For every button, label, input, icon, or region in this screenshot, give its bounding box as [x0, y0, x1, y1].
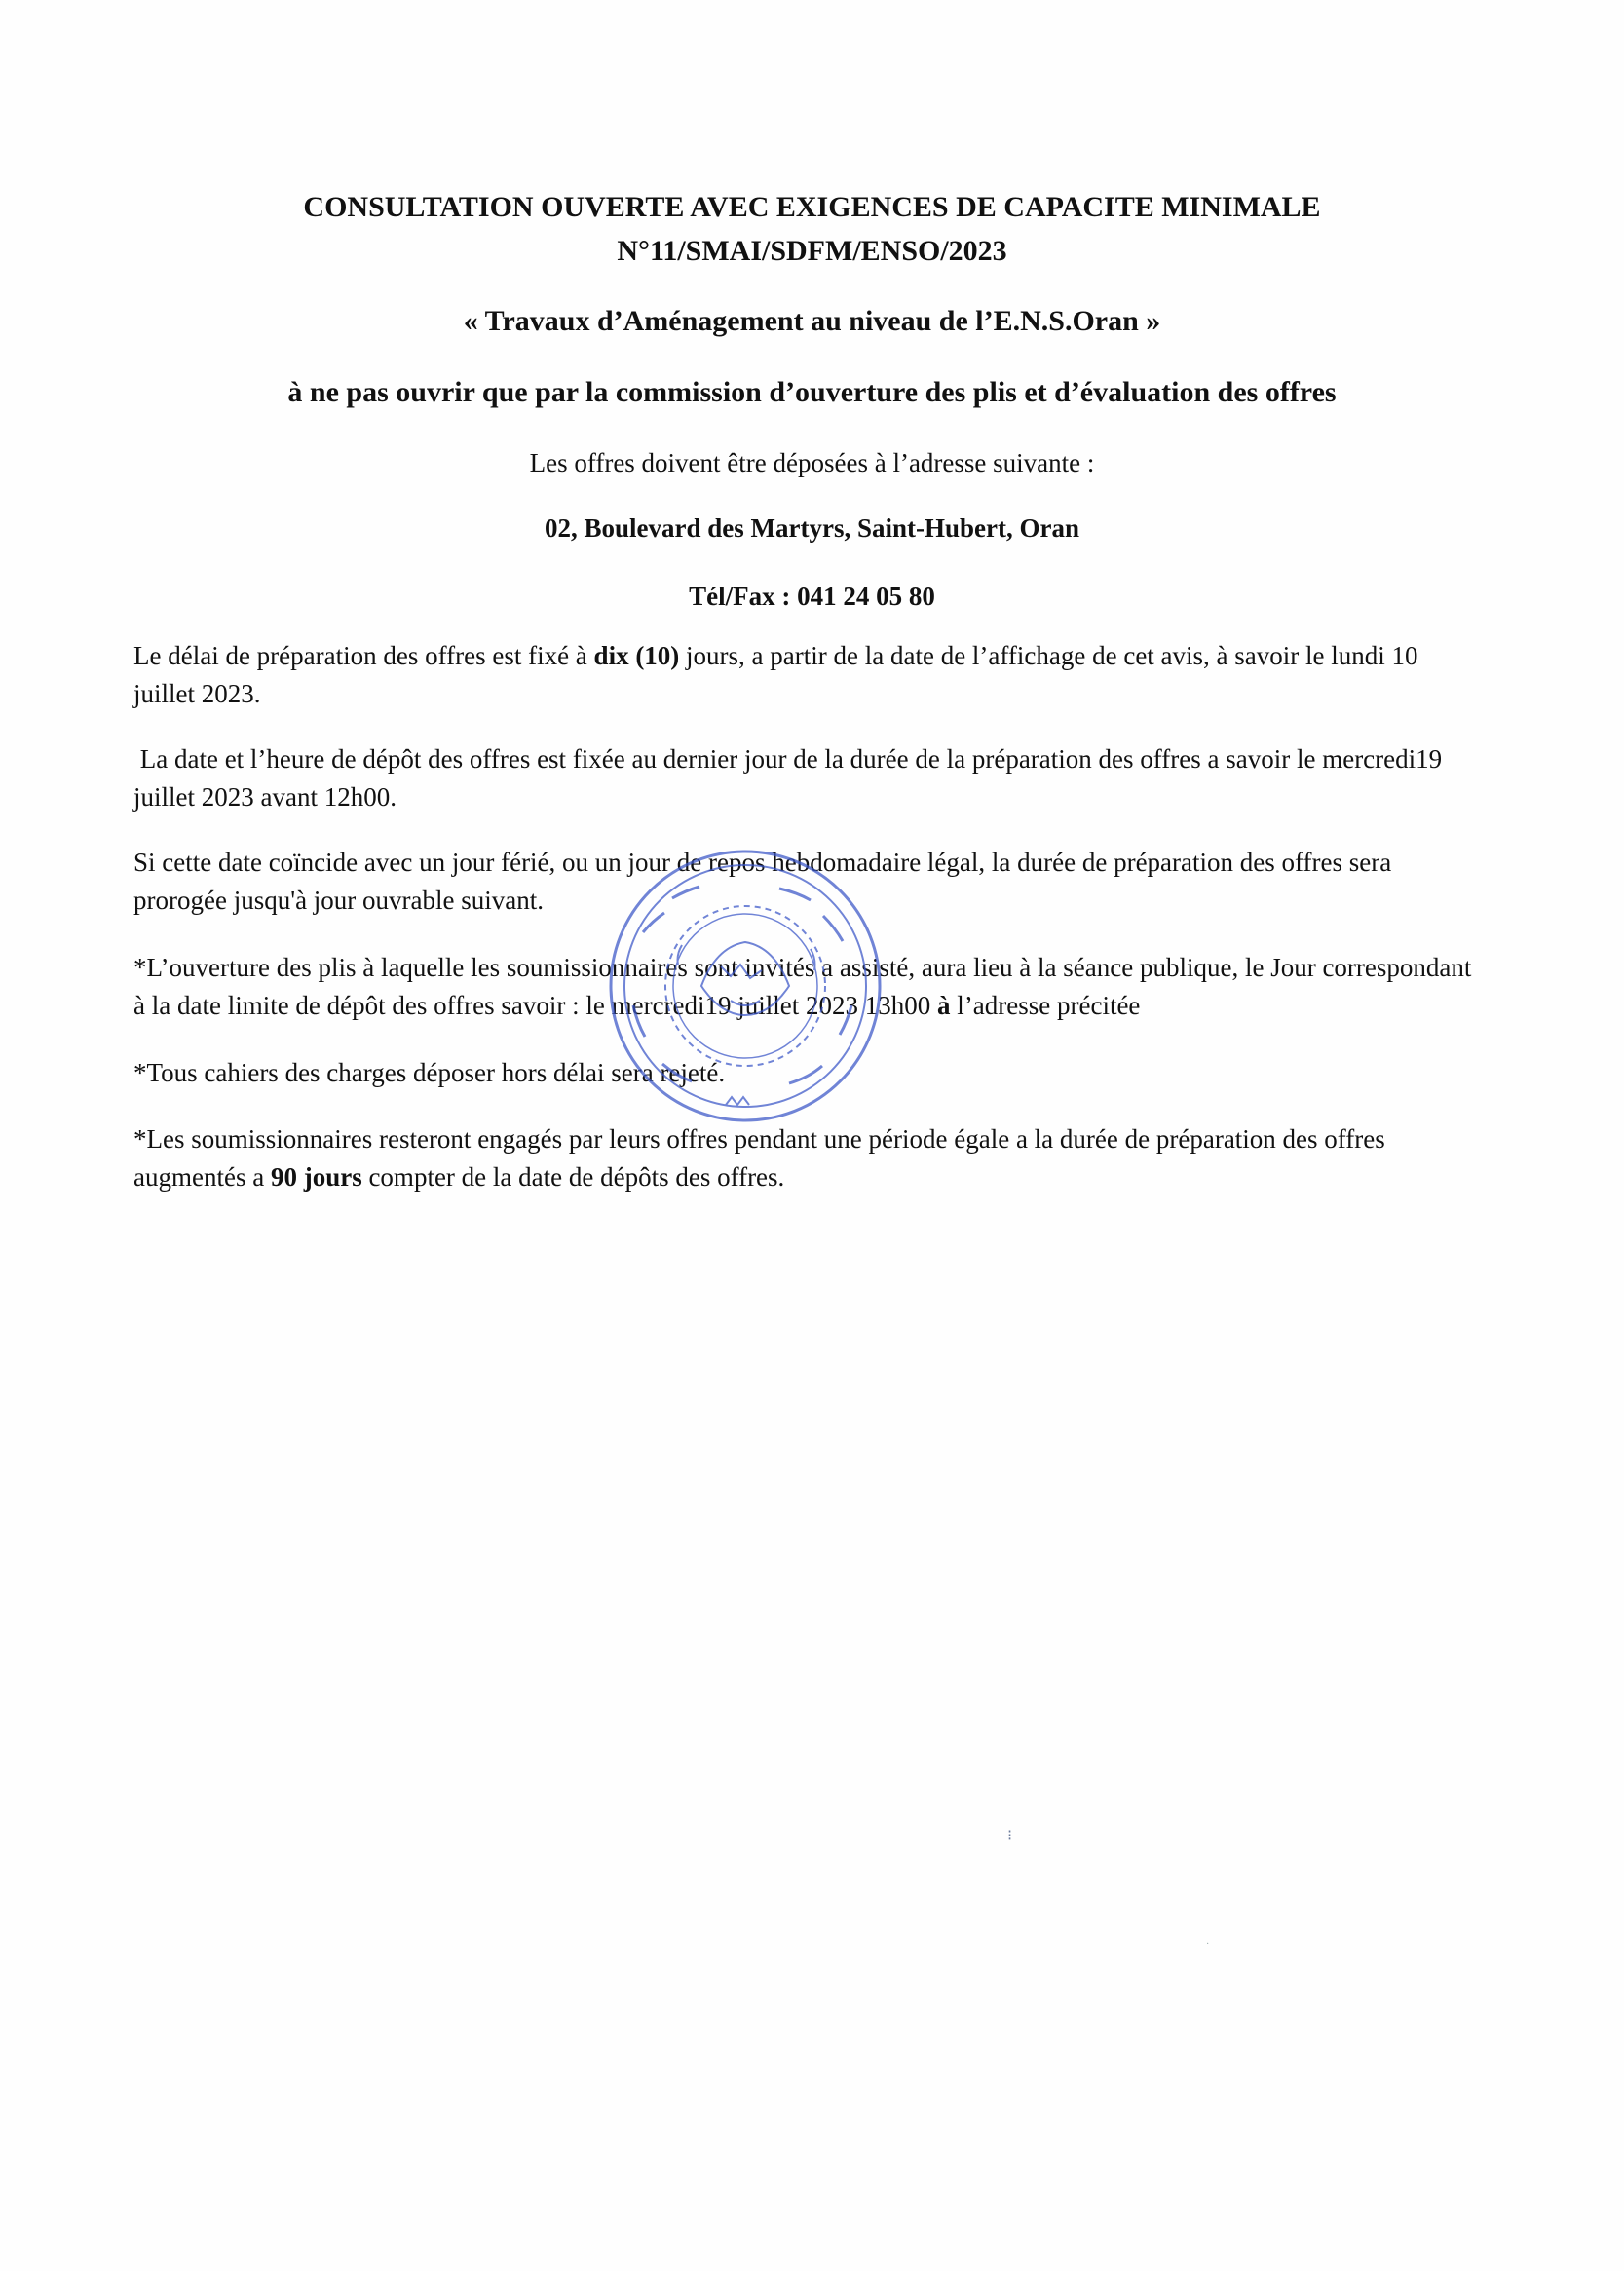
p6-text-b: compter de la date de dépôts des offres. [361, 1162, 785, 1192]
phone-fax: Tél/Fax : 041 24 05 80 [689, 582, 935, 611]
p4-text-b: l’adresse précitée [950, 991, 1141, 1020]
p1-text-b: jours, a partir de la date de l’affichage de cet avis, à savoir le lundi 10 juillet 2023. [133, 641, 1418, 708]
address-intro: Les offres doivent être déposées à l’adresse suivante : [529, 448, 1095, 477]
address: 02, Boulevard des Martyrs, Saint-Hubert, Oran [545, 513, 1079, 543]
preparation-delay-paragraph [133, 637, 1478, 713]
p1-bold: dix (10) [593, 641, 680, 670]
reference-number: N°11/SMAI/SDFM/ENSO/2023 [617, 235, 1007, 267]
p2-text: La date et l’heure de dépôt des offres est fixée au dernier jour de la durée de la préparation des offres a savoir le mercredi19 juillet 2023 avant 12h00. [133, 744, 1443, 812]
holiday-paragraph: Si cette date coïncide avec un jour férié, ou un jour de repos hebdomadaire légal, la durée de préparation des offres sera prorogée jusqu'à jour ouvrable suivant. [133, 848, 1392, 915]
p1-text-a: Le délai de préparation des offres est fixé à [133, 641, 594, 670]
project-name: « Travaux d’Aménagement au niveau de l’E.N.S.Oran » [463, 305, 1161, 337]
scan-speck: ⁝ [1007, 1828, 1013, 1844]
opening-paragraph [133, 949, 1478, 1025]
commitment-paragraph [133, 1120, 1478, 1196]
document-title: CONSULTATION OUVERTE AVEC EXIGENCES DE CAPACITE MINIMALE [303, 191, 1321, 223]
scan-speck: · [1206, 1939, 1210, 1949]
late-rejection-paragraph: *Tous cahiers des charges déposer hors délai sera rejeté. [133, 1058, 726, 1087]
p4-bold: à [937, 991, 951, 1020]
opening-notice: à ne pas ouvrir que par la commission d’ouverture des plis et d’évaluation des offres [287, 376, 1337, 408]
p4-text-a: *L’ouverture des plis à laquelle les soumissionnaires sont invités a assisté, aura lieu à la séance publique, le Jour correspondant à la date limite de dépôt des offres savoir : le mercredi19 juillet 2023 13h00 [133, 953, 1472, 1020]
p6-bold: 90 jours [270, 1162, 362, 1192]
deposit-date-paragraph [133, 740, 1478, 816]
p6-text-a: *Les soumissionnaires resteront engagés par leurs offres pendant une période égale a la durée de préparation des offres augmentés a [133, 1124, 1385, 1192]
